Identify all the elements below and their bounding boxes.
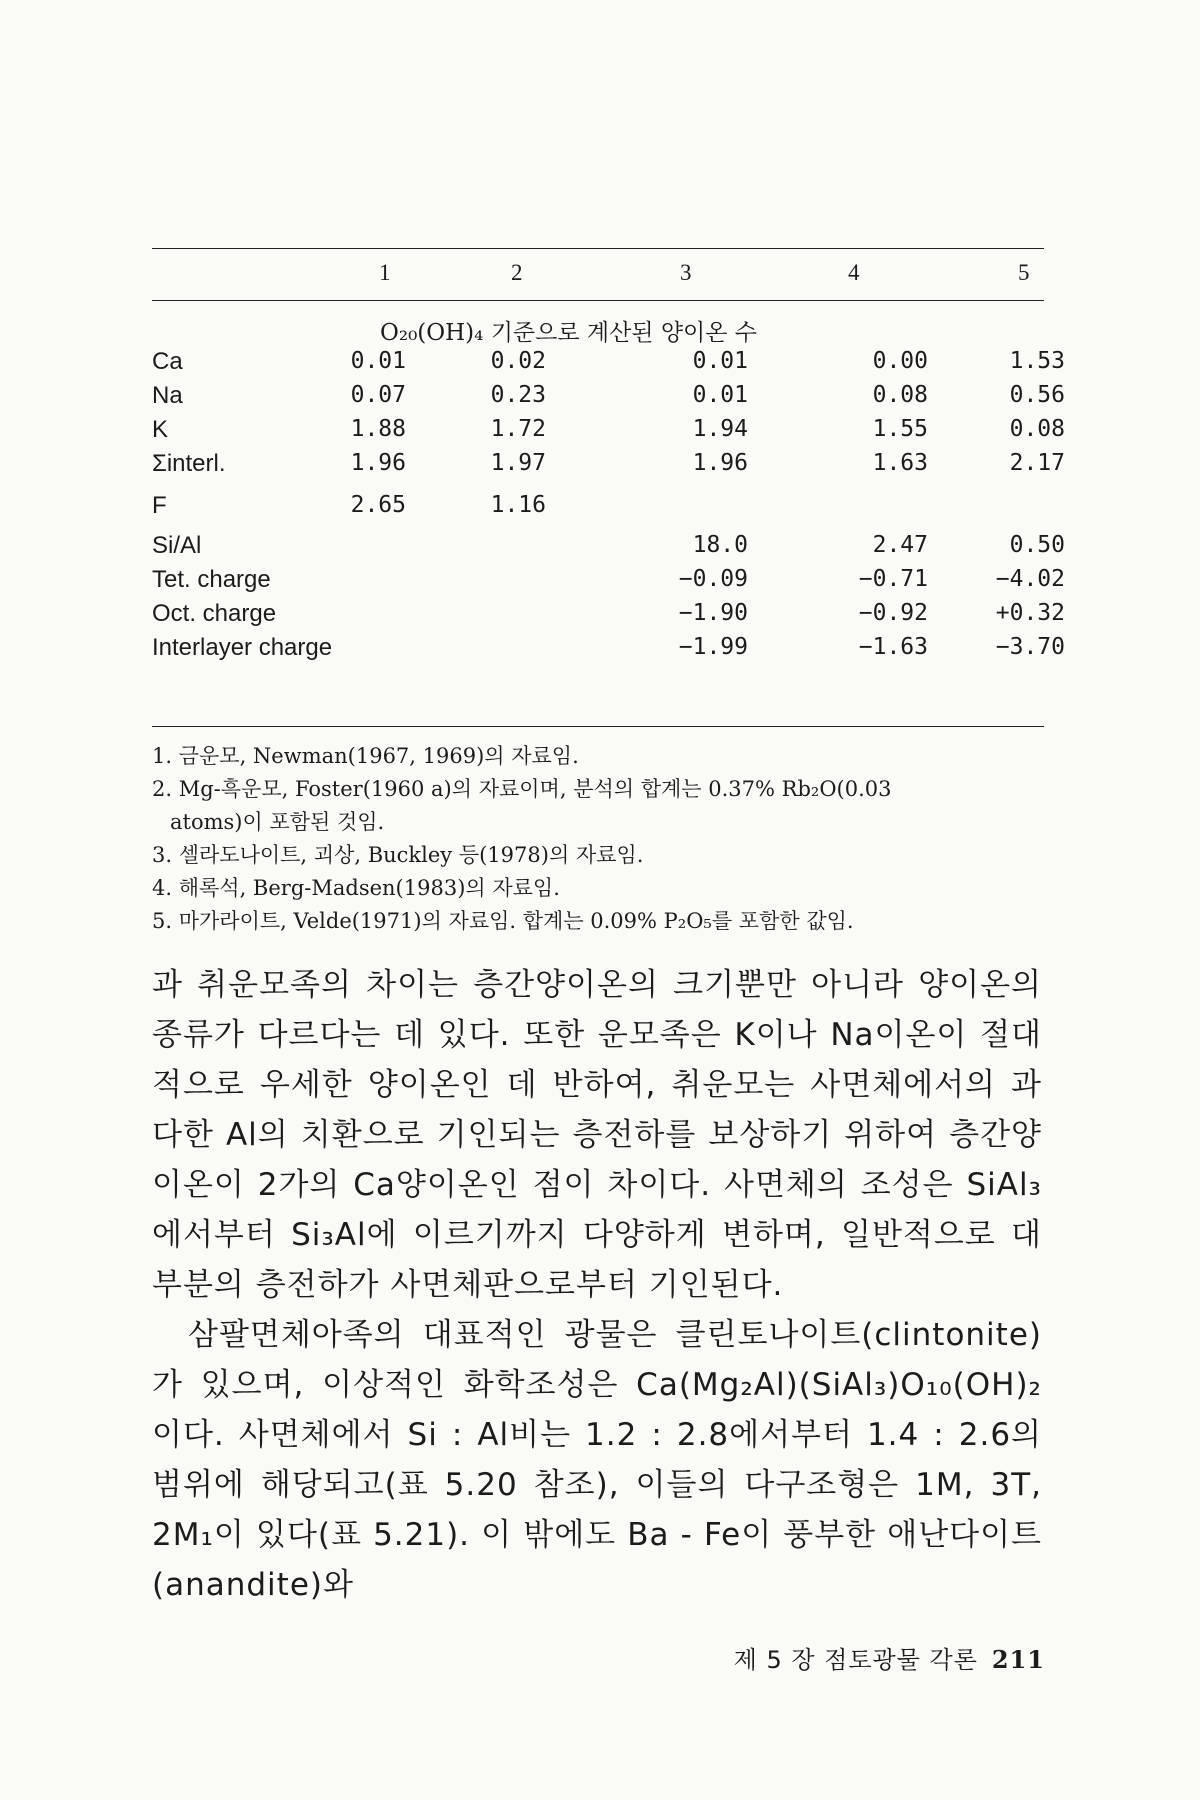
page-number: 211 <box>991 1645 1045 1674</box>
row-label: Si/Al <box>152 532 202 559</box>
row-label: Tet. charge <box>152 566 271 593</box>
table-cell: 1.96 <box>350 450 406 476</box>
table-cell: 0.01 <box>350 348 406 374</box>
table-cell: 0.08 <box>1009 416 1065 442</box>
table-cell: 0.08 <box>872 382 928 408</box>
note-1: 1. 금운모, Newman(1967, 1969)의 자료임. <box>152 744 579 768</box>
table-header-rule <box>152 300 1044 301</box>
table-cell: 18.0 <box>692 532 748 558</box>
column-header-2: 2 <box>511 260 523 285</box>
table-row <box>152 566 1065 600</box>
body-text <box>152 960 1042 1610</box>
table-subheader: O₂₀(OH)₄ 기준으로 계산된 양이온 수 <box>380 320 758 346</box>
table-cell: 0.02 <box>490 348 546 374</box>
table-row <box>152 634 1065 668</box>
chapter-title: 제 5 장 점토광물 각론 <box>733 1646 978 1674</box>
table-cell: 0.50 <box>1009 532 1065 558</box>
table-cell: 1.97 <box>490 450 546 476</box>
table-cell: 1.94 <box>692 416 748 442</box>
table-cell: −0.71 <box>858 566 928 592</box>
table-cell: +0.32 <box>995 600 1065 626</box>
table-cell: −0.92 <box>858 600 928 626</box>
row-label: F <box>152 492 167 519</box>
table-cell: −0.09 <box>678 566 748 592</box>
table-cell: 1.63 <box>872 450 928 476</box>
table-notes <box>152 740 1052 938</box>
table-cell: 0.07 <box>350 382 406 408</box>
note-4: 4. 해록석, Berg-Madsen(1983)의 자료임. <box>152 876 560 900</box>
column-header-5: 5 <box>1018 260 1030 285</box>
table-cell: 0.00 <box>872 348 928 374</box>
column-header-4: 4 <box>848 260 860 285</box>
row-label: Σinterl. <box>152 450 226 477</box>
row-label: K <box>152 416 169 443</box>
table-row <box>152 492 1044 526</box>
table-cell: −4.02 <box>995 566 1065 592</box>
note-2-continued: atoms)이 포함된 것임. <box>170 810 385 834</box>
table-cell: 1.16 <box>490 492 546 518</box>
note-5: 5. 마가라이트, Velde(1971)의 자료임. 합계는 0.09% P₂O₅를 포함한 값임. <box>152 909 854 933</box>
table-cell: 1.55 <box>872 416 928 442</box>
table-row <box>152 532 1065 566</box>
table-cell: 2.17 <box>1009 450 1065 476</box>
table-cell: −1.63 <box>858 634 928 660</box>
table-bottom-rule <box>152 726 1044 727</box>
table-row <box>152 416 1065 450</box>
table-cell: 2.47 <box>872 532 928 558</box>
row-label: Na <box>152 382 183 409</box>
table-row <box>152 348 1065 382</box>
table-cell: 1.96 <box>692 450 748 476</box>
table-cell: 0.23 <box>490 382 546 408</box>
note-3: 3. 셀라도나이트, 괴상, Buckley 등(1978)의 자료임. <box>152 843 644 867</box>
row-label: Interlayer charge <box>152 634 333 661</box>
row-label: Oct. charge <box>152 600 277 627</box>
table-cell: 1.72 <box>490 416 546 442</box>
page-footer <box>700 1640 1045 1675</box>
table-cell: 2.65 <box>350 492 406 518</box>
table-cell: −1.90 <box>678 600 748 626</box>
table-cell: −1.99 <box>678 634 748 660</box>
table-cell: 0.01 <box>692 382 748 408</box>
table-cell: 0.56 <box>1009 382 1065 408</box>
paragraph-1: 과 취운모족의 차이는 층간양이온의 크기뿐만 아니라 양이온의 종류가 다르다는 데 있다. 또한 운모족은 K이나 Na이온이 절대적으로 우세한 양이온인 데 반하여, 취운모는 사면체에서의 과다한 Al의 치환으로 기인되는 층전하를 보상하기 위하여 층간양이온이 2가의 Ca양이온인 점이 차이다. 사면체의 조성은 SiAl₃에서부터 Si₃Al에 이르기까지 다양하게 변하며, 일반적으로 대부분의 층전하가 사면체판으로부터 기인된다. <box>152 967 1042 1303</box>
note-2: 2. Mg-흑운모, Foster(1960 a)의 자료이며, 분석의 합계는 0.37% Rb₂O(0.03 <box>152 777 892 801</box>
paragraph-2: 삼팔면체아족의 대표적인 광물은 클린토나이트(clintonite)가 있으며, 이상적인 화학조성은 Ca(Mg₂Al)(SiAl₃)O₁₀(OH)₂이다. 사면체에서 Si : Al비는 1.2 : 2.8에서부터 1.4 : 2.6의 범위에 해당되고(표 5.20 참조), 이들의 다구조형은 1M, 3T, 2M₁이 있다(표 5.21). 이 밖에도 Ba - Fe이 풍부한 애난다이트(anandite)와 <box>152 1317 1042 1603</box>
row-label: Ca <box>152 348 183 375</box>
table-cell: −3.70 <box>995 634 1065 660</box>
table-row <box>152 382 1065 416</box>
table-cell: 1.53 <box>1009 348 1065 374</box>
table-cell: 0.01 <box>692 348 748 374</box>
column-header-3: 3 <box>680 260 692 285</box>
table-row <box>152 600 1065 634</box>
table-cell: 1.88 <box>350 416 406 442</box>
table-top-rule <box>152 248 1044 249</box>
column-header-1: 1 <box>379 260 391 285</box>
table-row <box>152 450 1065 484</box>
